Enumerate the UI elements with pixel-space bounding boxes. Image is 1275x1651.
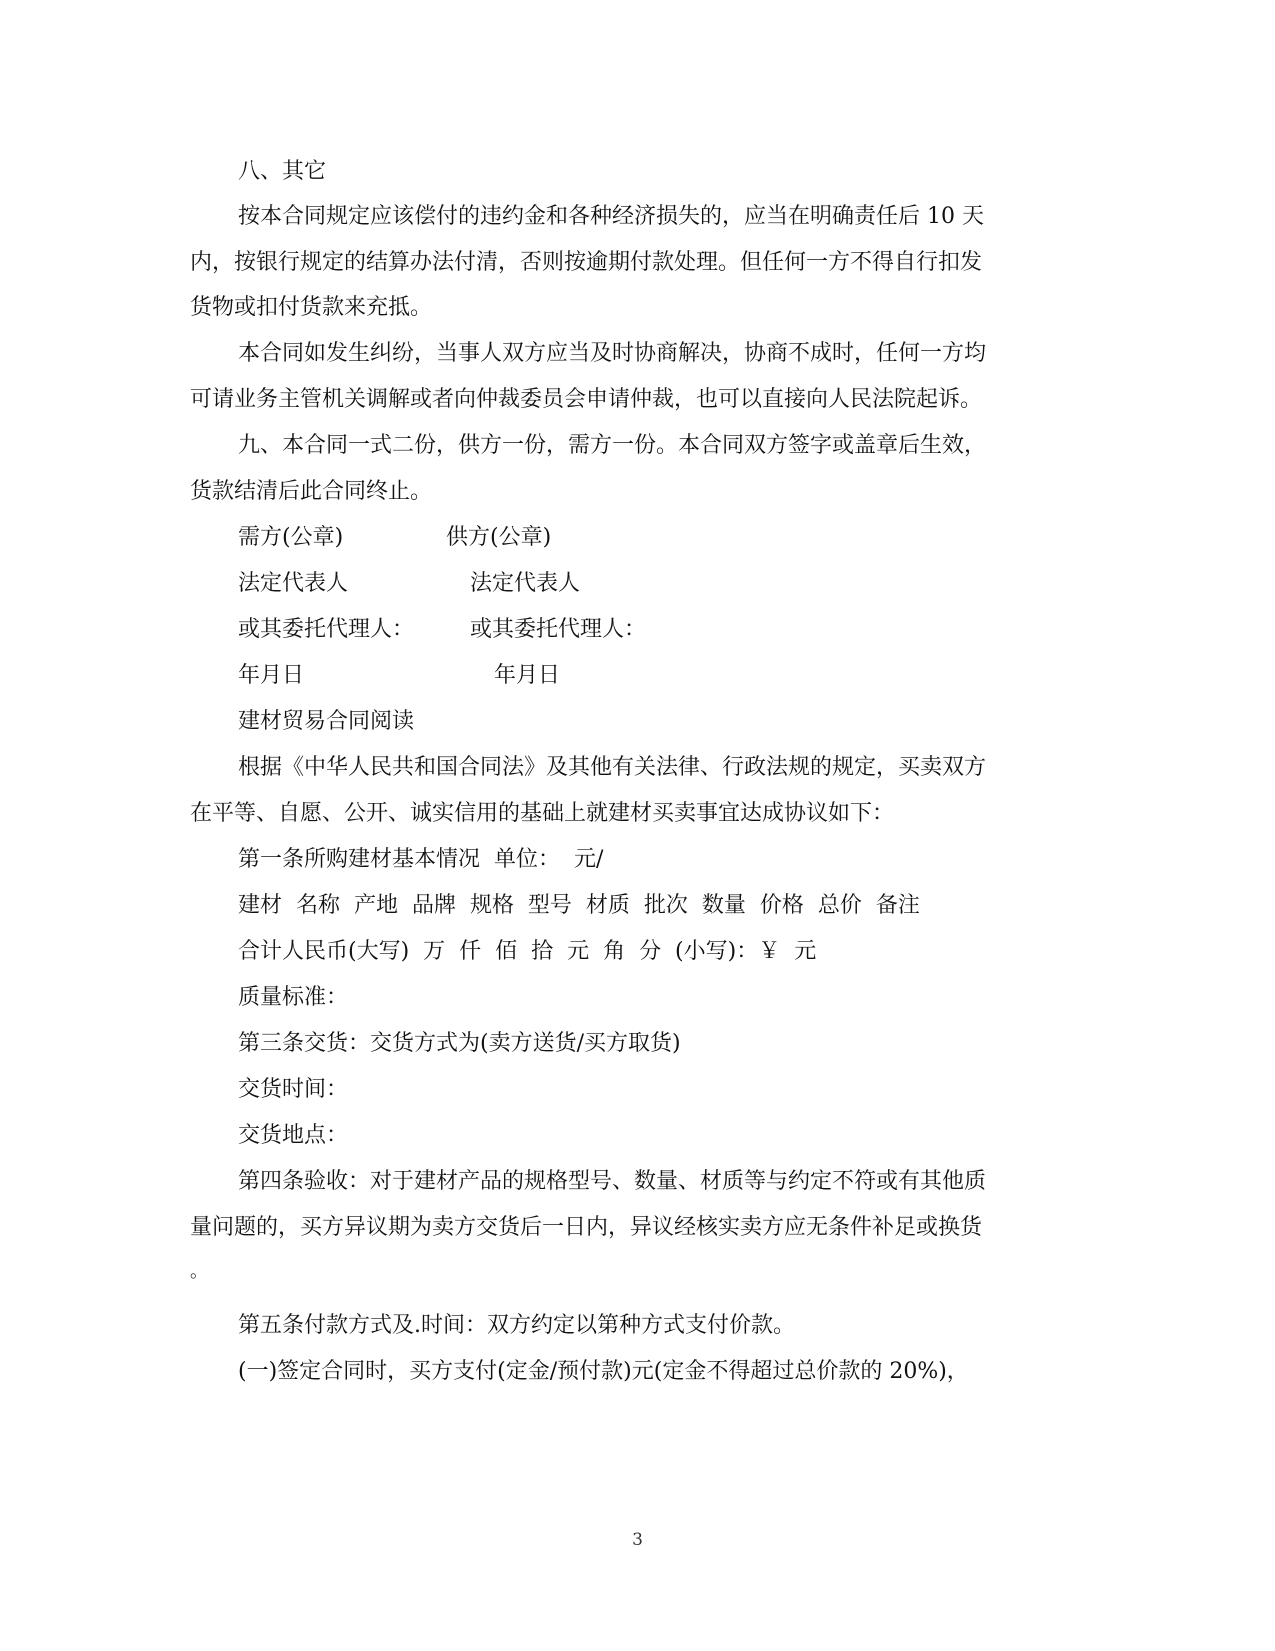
paragraph-line: 按本合同规定应该偿付的违约金和各种经济损失的，应当在明确责任后 10 天 [238, 204, 984, 229]
signature-supplier-agent: 或其委托代理人： [470, 617, 647, 642]
paragraph-line: 根据《中华人民共和国合同法》及其他有关法律、行政法规的规定，买卖双方 [238, 755, 987, 780]
paragraph-line: 九、本合同一式二份，供方一份，需方一份。本合同双方签字或盖章后生效， [238, 433, 987, 458]
article-one-line: 第一条所购建材基本情况 单位： 元/ [238, 847, 604, 872]
paragraph-line: 量问题的，买方异议期为卖方交货后一日内，异议经核实卖方应无条件补足或换货 [190, 1215, 983, 1240]
delivery-place-line: 交货地点： [238, 1123, 349, 1148]
paragraph-line: 货物或扣付货款来充抵。 [190, 295, 433, 320]
section-title: 建材贸易合同阅读 [238, 709, 415, 734]
article-five-line: 第五条付款方式及.时间：双方约定以第种方式支付价款。 [238, 1313, 795, 1338]
paragraph-line: 货款结清后此合同终止。 [190, 479, 433, 504]
signature-buyer-date: 年月日 [238, 663, 305, 688]
page-number: 3 [632, 1530, 643, 1550]
section-heading-other: 八、其它 [238, 159, 327, 184]
signature-buyer-representative: 法定代表人 [238, 571, 349, 596]
article-three-line: 第三条交货：交货方式为(卖方送货/买方取货) [238, 1031, 681, 1056]
material-columns-line: 建材 名称 产地 品牌 规格 型号 材质 批次 数量 价格 总价 备注 [238, 893, 920, 918]
signature-buyer-seal: 需方(公章) [238, 525, 344, 550]
delivery-time-line: 交货时间： [238, 1077, 349, 1102]
paragraph-line: 可请业务主管机关调解或者向仲裁委员会申请仲裁，也可以直接向人民法院起诉。 [190, 387, 983, 412]
total-amount-line: 合计人民币(大写) 万 仟 佰 拾 元 角 分 (小写)：￥ 元 [238, 939, 817, 964]
signature-supplier-seal: 供方(公章) [446, 525, 552, 550]
paragraph-line: 在平等、自愿、公开、诚实信用的基础上就建材买卖事宜达成协议如下： [190, 801, 895, 826]
paragraph-line: 本合同如发生纠纷，当事人双方应当及时协商解决，协商不成时，任何一方均 [238, 341, 987, 366]
signature-supplier-date: 年月日 [494, 663, 561, 688]
payment-clause-line: (一)签定合同时，买方支付(定金/预付款)元(定金不得超过总价款的 20%)， [238, 1359, 969, 1384]
quality-standard-line: 质量标准： [238, 985, 349, 1010]
article-four-line: 第四条验收：对于建材产品的规格型号、数量、材质等与约定不符或有其他质 [238, 1169, 987, 1194]
paragraph-line: 内，按银行规定的结算办法付清，否则按逾期付款处理。但任何一方不得自行扣发 [190, 250, 983, 275]
signature-buyer-agent: 或其委托代理人： [238, 617, 415, 642]
signature-supplier-representative: 法定代表人 [470, 571, 581, 596]
paragraph-line: 。 [190, 1261, 208, 1282]
